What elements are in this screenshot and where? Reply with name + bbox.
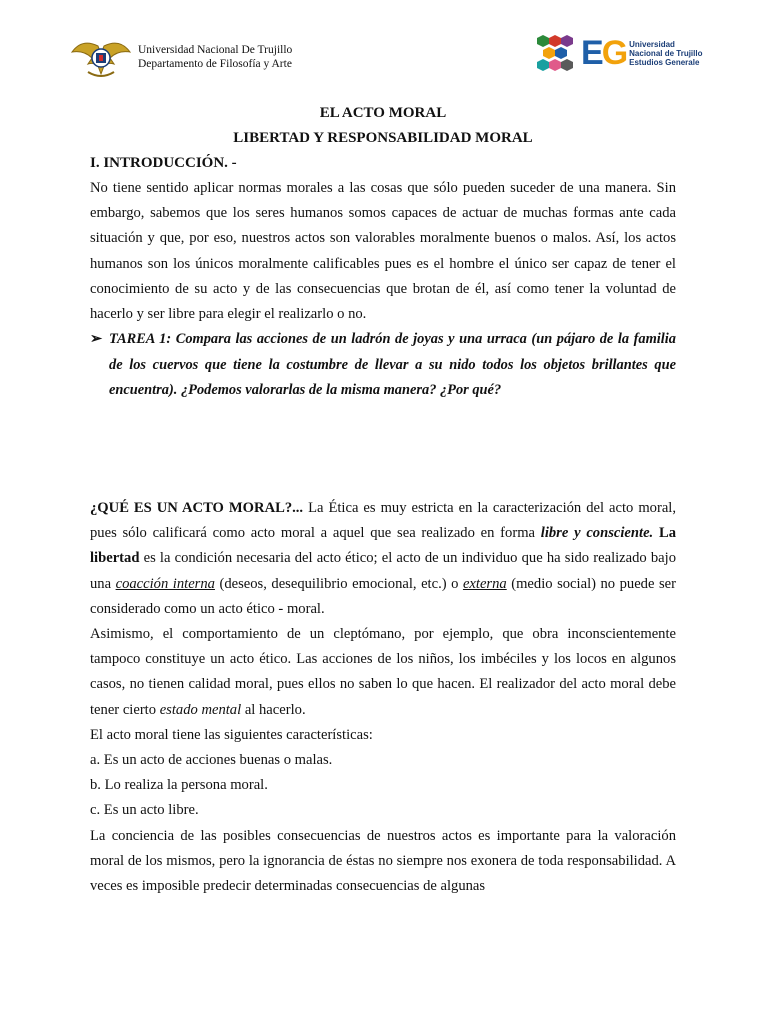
list-item: c. Es un acto libre. <box>90 802 199 819</box>
arrow-bullet-icon: ➢ <box>90 331 103 348</box>
document-subtitle: LIBERTAD Y RESPONSABILIDAD MORAL <box>233 130 533 146</box>
eg-logo-text: Universidad Nacional de Trujillo Estudios Generale <box>629 39 703 67</box>
cleptomano-paragraph: Asimismo, el comportamiento de un cleptómano, por ejemplo, que obra inconscientemente tampoco constituye un acto ético. Las acciones de los niños, los imbéciles y los locos en algunos casos, no tienen calidad moral, pues ellos no saben lo que hacen. El realizador del acto moral debe tener cierto estado mental al hacerlo. <box>90 626 676 718</box>
conciencia-paragraph: La conciencia de las posibles consecuencias de nuestros actos es importante para la valoración moral de los mismos, pero la ignorancia de éstas no siempre nos exonera de toda responsabilidad. A veces es imposible predecir determinadas consecuencias de algunas <box>90 827 676 895</box>
coaccion-interna-term: coacción interna <box>115 575 215 592</box>
header-right <box>535 33 703 73</box>
eg-hexagon-icons <box>535 33 579 73</box>
university-name: Universidad Nacional De Trujillo <box>138 44 293 56</box>
eg-logo-mark: EG <box>581 34 627 72</box>
characteristics-intro: El acto moral tiene las siguientes características: <box>90 726 373 743</box>
list-item: b. Lo realiza la persona moral. <box>90 777 268 794</box>
section-heading-introduccion: I. INTRODUCCIÓN. - <box>90 155 237 171</box>
document-title: EL ACTO MORAL <box>319 105 447 121</box>
department-name: Departamento de Filosofía y Arte <box>138 58 292 70</box>
unt-eagle-logo-icon <box>68 34 134 80</box>
intro-paragraph: No tiene sentido aplicar normas morales a las cosas que sólo pueden suceder de una manera. Sin embargo, sabemos que los seres humanos somos capaces de actuar de muchas formas ante cada situación y que, por eso, nuestros actos son valorables moralmente buenos o malos. Así, los actos humanos son los únicos moralmente calificables pues es el hombre el único ser capaz de tener el conocimiento de su acto y de las consecuencias que brotan de él, así como tener la voluntad de hacerlo y ser libre para elegir el realizarlo o no. <box>90 180 676 323</box>
acto-moral-paragraph: ¿QUÉ ES UN ACTO MORAL?... La Ética es muy estricta en la caracterización del acto moral, pues sólo calificará como acto moral a aquel que sea realizado en forma libre y consciente. La libertad es la condición necesaria del acto ético; el acto de un individuo que ha sido realizado bajo una coacción interna (deseos, desequilibrio emocional, etc.) o externa (medio social) no puede ser considerado como un acto ético - moral. <box>90 500 677 617</box>
characteristics-list <box>90 748 676 824</box>
externa-term: externa <box>462 575 507 592</box>
task-1 <box>90 327 676 404</box>
header-left <box>68 34 292 80</box>
document-body <box>90 101 676 899</box>
task-1-text: TAREA 1: Compara las acciones de un ladrón de joyas y una urraca (un pájaro de la familia de los cuervos que tiene la costumbre de llevar a su nido todos los objetos brillantes que encuentra). ¿Podemos valorarlas de la misma manera? ¿Por qué? <box>109 331 676 399</box>
list-item: a. Es un acto de acciones buenas o malas. <box>90 752 333 769</box>
answer-space <box>90 404 676 496</box>
